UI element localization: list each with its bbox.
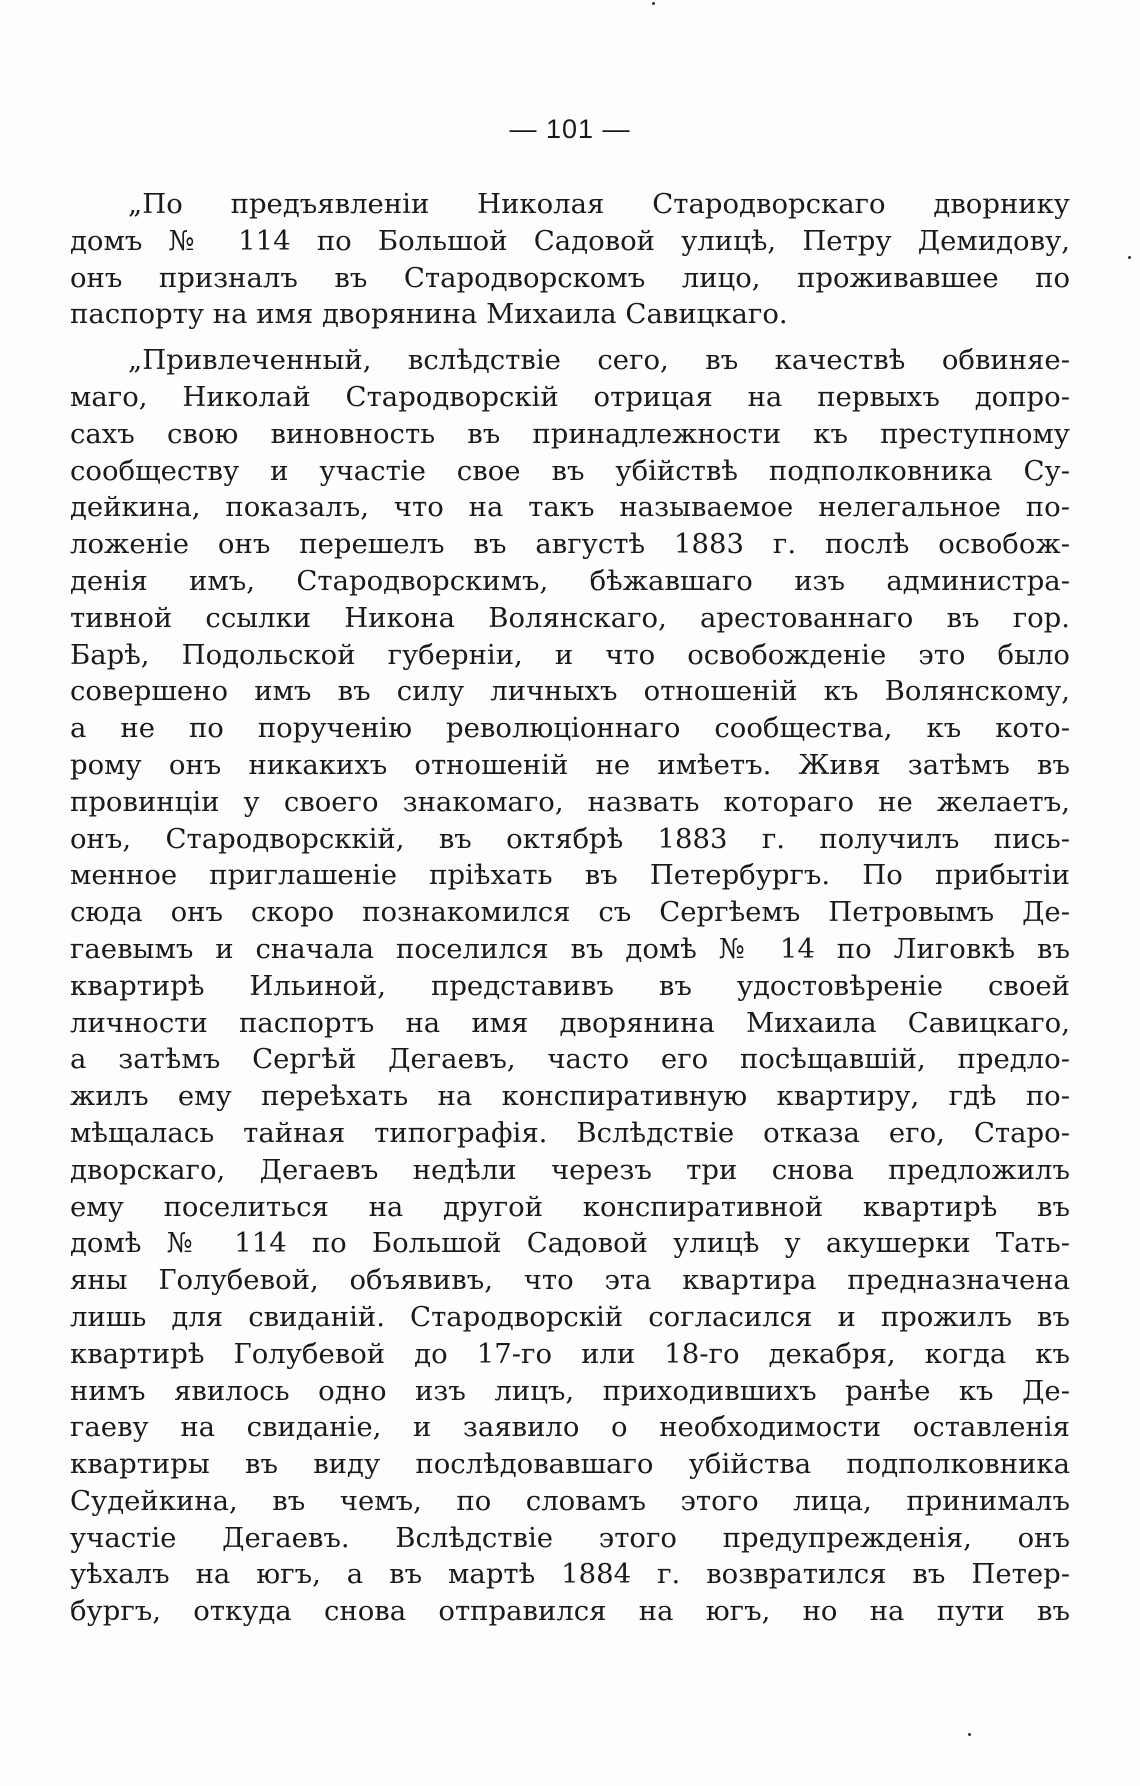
text-line: сахъ свою виновность въ принадлежности къ преступному xyxy=(70,417,1070,450)
text-line: „Привлеченный, вслѣдствіе сего, въ качествѣ обвиняе- xyxy=(128,344,1070,377)
text-line: тивной ссылки Никона Волянскаго, арестованнаго въ гор. xyxy=(70,601,1070,634)
text-line: Судейкина, въ чемъ, по словамъ этого лица, принималъ xyxy=(70,1484,1070,1517)
text-line: яны Голубевой, объявивъ, что эта квартира предназначена xyxy=(70,1264,1070,1297)
text-line: сюда онъ скоро познакомился съ Сергѣемъ Петровымъ Де- xyxy=(70,896,1070,929)
text-line: квартирѣ Ильиной, представивъ въ удостовѣреніе своей xyxy=(70,969,1070,1002)
scan-speck xyxy=(1128,256,1131,259)
text-line: уѣхалъ на югъ, а въ мартѣ 1884 г. возвратился въ Петер- xyxy=(70,1558,1070,1591)
text-line: гаеву на свиданіе, и заявило о необходимости оставленія xyxy=(70,1411,1070,1444)
text-line: ему поселиться на другой конспиративной квартирѣ въ xyxy=(70,1190,1070,1223)
text-line: сообществу и участіе свое въ убійствѣ подполковника Су- xyxy=(70,454,1070,487)
text-line: денія имъ, Стародворскимъ, бѣжавшаго изъ администра- xyxy=(70,564,1070,597)
text-line: участіе Дегаевъ. Вслѣдствіе этого предупрежденія, онъ xyxy=(70,1521,1070,1554)
text-line: домѣ № 114 по Большой Садовой улицѣ у акушерки Тать- xyxy=(70,1227,1070,1260)
text-line: личности паспортъ на имя дворянина Михаила Савицкаго, xyxy=(70,1006,1070,1039)
text-line: менное приглашеніе пріѣхать въ Петербургъ. По прибытіи xyxy=(70,859,1070,892)
text-line: мѣщалась тайная типографія. Вслѣдствіе отказа его, Старо- xyxy=(70,1116,1070,1149)
paragraph-gap xyxy=(70,333,1070,342)
text-line: паспорту на имя дворянина Михаила Савицкаго. xyxy=(70,298,788,331)
text-line: рому онъ никакихъ отношеній не имѣетъ. Живя затѣмъ въ xyxy=(70,748,1070,781)
text-line: онъ призналъ въ Стародворскомъ лицо, проживавшее по xyxy=(70,261,1070,294)
scan-speck xyxy=(652,2,655,5)
text-line: Барѣ, Подольской губерніи, и что освобожденіе это было xyxy=(70,638,1070,671)
text-line: провинціи у своего знакомаго, назвать котораго не желаетъ, xyxy=(70,785,1070,818)
paragraph xyxy=(70,342,1070,1630)
text-line: жилъ ему переѣхать на конспиративную квартиру, гдѣ по- xyxy=(70,1080,1070,1113)
text-line: ложеніе онъ перешелъ въ августѣ 1883 г. послѣ освобож- xyxy=(70,528,1070,561)
text-line: квартирѣ Голубевой до 17-го или 18-го декабря, когда къ xyxy=(70,1337,1070,1370)
text-line: онъ, Стародворсккій, въ октябрѣ 1883 г. получилъ пись- xyxy=(70,822,1070,855)
text-line: лишь для свиданій. Стародворскій согласился и прожилъ въ xyxy=(70,1300,1070,1333)
text-line: дейкина, показалъ, что на такъ называемое нелегальное по- xyxy=(70,491,1070,524)
paragraph xyxy=(70,186,1070,333)
text-line: „По предъявленіи Николая Стародворскаго дворнику xyxy=(128,188,1070,220)
text-line: дворскаго, Дегаевъ недѣли черезъ три снова предложилъ xyxy=(70,1153,1070,1186)
text-line: а затѣмъ Сергѣй Дегаевъ, часто его посѣщавшій, предло- xyxy=(70,1043,1070,1076)
text-line: домъ № 114 по Большой Садовой улицѣ, Петру Демидову, xyxy=(70,224,1070,257)
text-line: совершено имъ въ силу личныхъ отношеній къ Волянскому, xyxy=(70,675,1070,708)
text-line: нимъ явилось одно изъ лицъ, приходившихъ ранѣе къ Де- xyxy=(70,1374,1070,1407)
text-line: а не по порученію революціоннаго сообщества, къ кото- xyxy=(70,712,1070,745)
text-line: гаевымъ и сначала поселился въ домѣ № 14 по Лиговкѣ въ xyxy=(70,932,1070,965)
body-text xyxy=(70,186,1070,1630)
page-number: — 101 — xyxy=(509,114,631,144)
text-line: бургъ, откуда снова отправился на югъ, но на пути въ xyxy=(70,1595,1070,1628)
scan-speck xyxy=(968,1733,971,1736)
text-line: маго, Николай Стародворскій отрицая на первыхъ допро- xyxy=(70,380,1070,413)
text-line: квартиры въ виду послѣдовавшаго убійства подполковника xyxy=(70,1448,1070,1481)
